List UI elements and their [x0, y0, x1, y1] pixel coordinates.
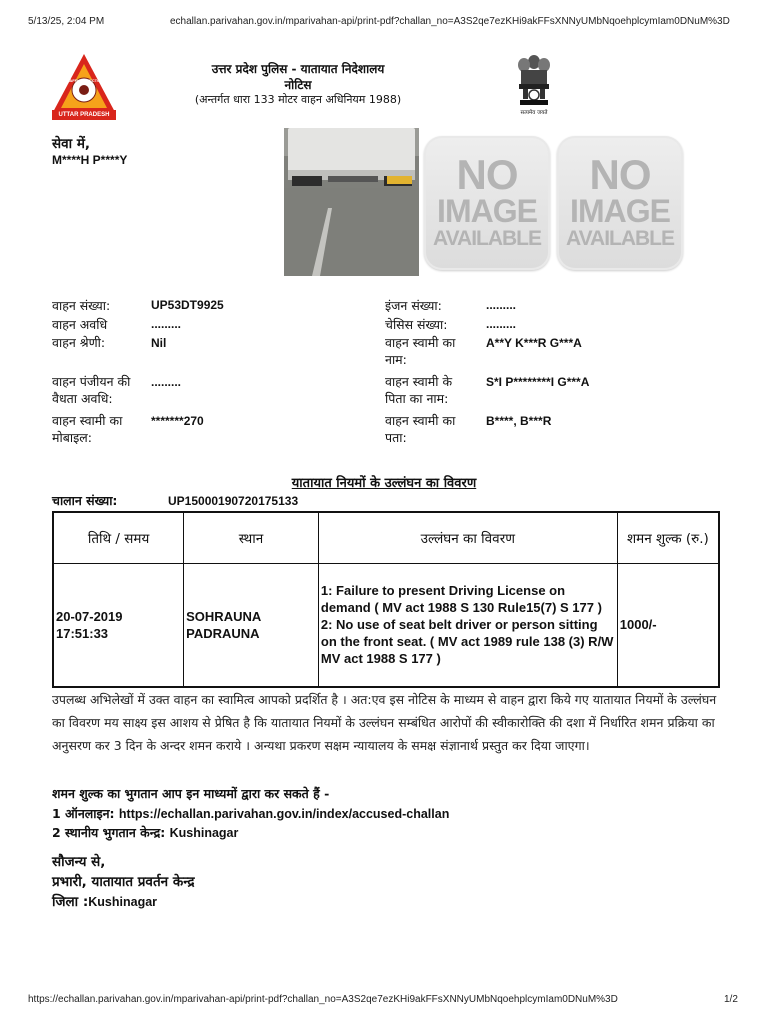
payment-heading: शमन शुल्क का भुगतान आप इन माध्यमों द्वारा कर सकते हैं - [52, 786, 330, 801]
owner-name-value: A**Y K***R G***A [486, 336, 582, 350]
place-line1: SOHRAUNA [186, 608, 262, 624]
logo-band-text: UTTAR PRADESH [58, 112, 110, 118]
no-image-line2: IMAGE [570, 193, 670, 229]
cell-place [184, 563, 319, 687]
vehicle-period-value: ......... [151, 317, 182, 331]
challan-number-label: चालान संख्या: [52, 493, 118, 508]
no-image-placeholder-1 [424, 136, 550, 270]
payment-online [52, 804, 449, 824]
cell-datetime [53, 563, 184, 687]
no-image-line1: NO [456, 151, 518, 198]
notice-title: नोटिस [284, 78, 312, 92]
chassis-number-label: चेसिस संख्या: [385, 317, 448, 332]
violation-desc-2: 2: No use of seat belt driver or person sitting on the front seat. ( MV act 1989 rule 138 (3) R/W MV act 1988 S 177 ) [320, 617, 614, 667]
table-header-row [53, 512, 719, 563]
courtesy-text: सौजन्य से, [52, 854, 106, 870]
print-page-number: 1/2 [724, 994, 738, 1005]
cell-description [318, 563, 617, 687]
table-row [53, 563, 719, 687]
no-image-line3: AVAILABLE [565, 227, 675, 250]
registration-validity-value: ......... [151, 375, 182, 389]
vehicle-category-label: वाहन श्रेणी: [52, 335, 106, 350]
header-title: उत्तर प्रदेश पुलिस - यातायात निदेशालय [211, 62, 385, 76]
cell-fine: 1000/- [617, 563, 719, 687]
chassis-number-value: ......... [486, 317, 517, 331]
violation-table [52, 511, 720, 688]
district-value: Kushinagar [88, 895, 158, 909]
owner-address-value: B****, B***R [486, 414, 552, 428]
col-header-datetime: तिथि / समय [53, 512, 184, 563]
district-label: जिला : [52, 894, 89, 910]
violation-desc-1: 1: Failure to present Driving License on demand ( MV act 1988 S 130 Rule15(7) S 177 ) [320, 583, 602, 616]
vehicle-photo [284, 128, 419, 276]
notice-paragraph: उपलब्ध अभिलेखों में उक्त वाहन का स्वामित्व आपको प्रदर्शित है । अत:एव इस नोटिस के माध्यम से वाहन द्वारा किये गए यातायात नियमों के उल्लंघन का विवरण मय साक्ष्य इस आशय से प्रेषित है कि यातायात नियमों के उल्लंघन सम्बंधित आरोपों की स्वीकारोक्ति की दशा में निर्धारित शमन प्रक्रिया का अनुसरण कर 3 दिन के अन्दर शमन कराये । अन्यथा प्रकरण सक्षम न्यायालय के समक्ष संज्ञानार्थ प्रस्तुत कर दिया जाएगा। [52, 692, 717, 753]
violation-date: 20-07-2019 [56, 608, 123, 624]
owner-father-name-label: वाहन स्वामी के पिता का नाम: [385, 374, 453, 406]
payment-local-value: Kushinagar [169, 826, 239, 840]
header-subtitle: (अन्तर्गत धारा 133 मोटर वाहन अधिनियम 1988) [194, 93, 402, 106]
logo-arc-text: TRAFFIC DIRECTORATE [64, 78, 111, 83]
payment-local [52, 823, 238, 843]
owner-mobile-label: वाहन स्वामी का मोबाइल: [52, 413, 123, 445]
engine-number-value: ......... [486, 298, 517, 312]
vehicle-period-label: वाहन अवधि [52, 317, 108, 332]
salutation: सेवा में, [52, 136, 91, 152]
challan-number-value: UP15000190720175133 [168, 494, 299, 508]
owner-name-label: वाहन स्वामी का नाम: [385, 335, 456, 367]
payment-online-url[interactable]: https://echallan.parivahan.gov.in/index/accused-challan [118, 807, 450, 821]
vehicle-number-label: वाहन संख्या: [52, 298, 111, 313]
payment-local-label: 2 स्थानीय भुगतान केन्द्र: [52, 825, 166, 840]
violation-section-title: यातायात नियमों के उल्लंघन का विवरण [291, 476, 477, 491]
owner-mobile-value: *******270 [151, 414, 204, 428]
national-emblem [512, 52, 556, 114]
no-image-line3: AVAILABLE [432, 227, 542, 250]
no-image-placeholder-2 [557, 136, 683, 270]
recipient-name: M****H P****Y [52, 153, 128, 167]
no-image-line1: NO [589, 151, 651, 198]
district-line [52, 892, 157, 910]
col-header-place: स्थान [184, 512, 319, 563]
traffic-directorate-logo [50, 52, 118, 122]
vehicle-number-value: UP53DT9925 [151, 298, 224, 312]
print-datetime: 5/13/25, 2:04 PM [28, 16, 105, 27]
owner-father-name-value: S*I P********I G***A [486, 375, 590, 389]
print-footer-url: https://echallan.parivahan.gov.in/mparivahan-api/print-pdf?challan_no=A3S2qe7ezKHi9akFFsXNNyUMbNqoehplcymIam0DNuM%3D [28, 994, 618, 1005]
payment-online-label: 1 ऑनलाइन: [52, 806, 115, 821]
place-line2: PADRAUNA [186, 625, 260, 641]
vehicle-category-value: Nil [151, 336, 167, 350]
owner-address-label: वाहन स्वामी का पता: [385, 413, 456, 445]
col-header-fine: शमन शुल्क (रु.) [617, 512, 719, 563]
print-header-url: echallan.parivahan.gov.in/mparivahan-api/print-pdf?challan_no=A3S2qe7ezKHi9akFFsXNNyUMbNqoehplcymIam0DNuM%3D [170, 16, 730, 27]
violation-time: 17:51:33 [56, 625, 109, 641]
emblem-caption: सत्यमेव जयते [520, 110, 548, 116]
no-image-line2: IMAGE [437, 193, 537, 229]
col-header-description: उल्लंघन का विवरण [318, 512, 617, 563]
officer-title: प्रभारी, यातायात प्रवर्तन केन्द्र [52, 874, 195, 890]
engine-number-label: इंजन संख्या: [385, 298, 442, 313]
registration-validity-label: वाहन पंजीयन की वैधता अवधि: [52, 374, 131, 406]
